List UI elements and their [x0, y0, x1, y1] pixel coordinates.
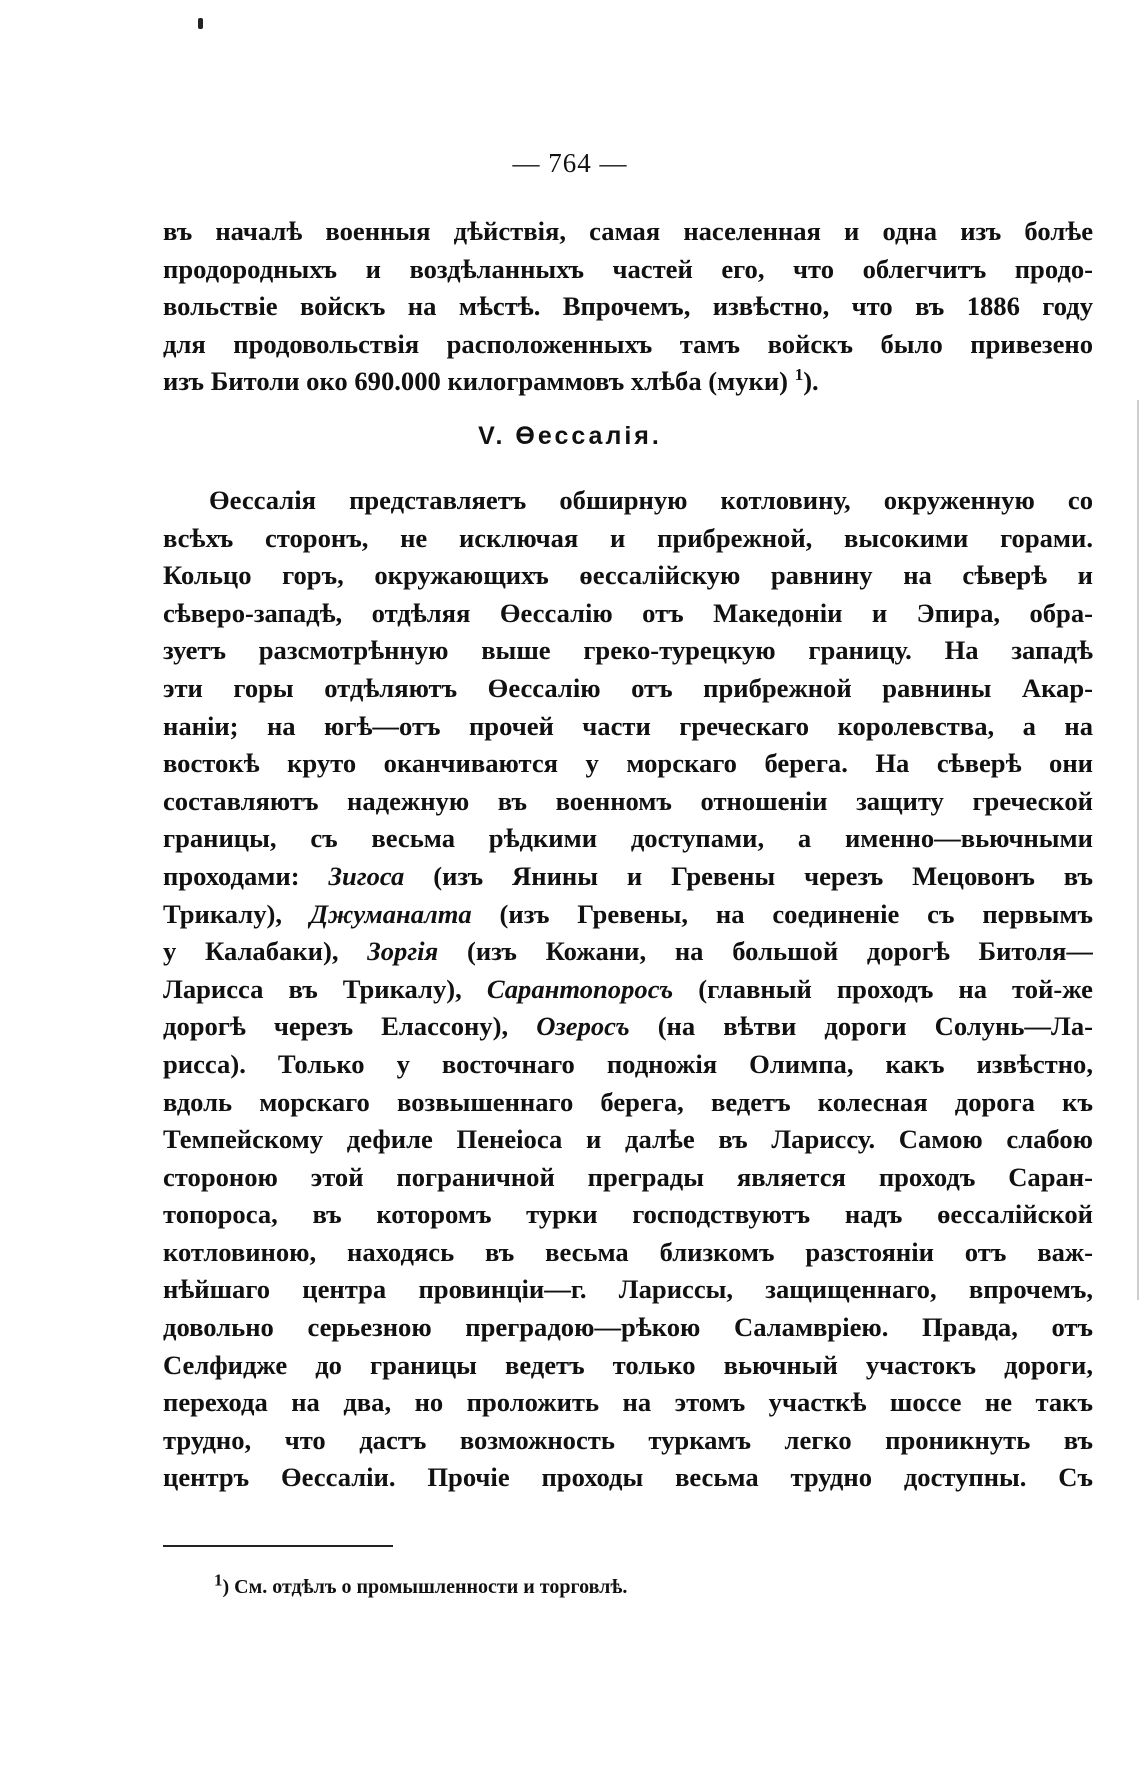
text-line: [163, 896, 1093, 934]
pass-name: Зигоса: [328, 860, 405, 891]
text-line: границы, съ весьма рѣдкими доступами, а именно—вьючными: [163, 823, 1093, 854]
text-line: зуетъ разсмотрѣнную выше греко-турецкую границу. На западѣ: [163, 635, 1093, 666]
text-fragment: ).: [803, 366, 819, 397]
text-line: стороною этой пограничной преграды является проходъ Саран-: [163, 1161, 1093, 1192]
text-fragment: (изъ Янины и Гревены черезъ Мецовонъ въ: [404, 860, 1093, 891]
text-fragment: Ларисса въ Трикалу),: [163, 973, 487, 1004]
text-line: Өессалія представляетъ обширную котловину, окруженную со: [209, 485, 1093, 515]
pass-name: Озеросъ: [536, 1011, 630, 1042]
text-line: рисса). Только у восточнаго подножія Олимпа, какъ извѣстно,: [163, 1048, 1093, 1079]
pass-name: Зоргія: [367, 936, 439, 967]
text-line: для продовольствія расположенныхъ тамъ войскъ было привезено: [163, 328, 1093, 359]
text-line: [163, 1008, 1093, 1046]
text-line: вольствіе войскъ на мѣстѣ. Впрочемъ, извѣстно, что въ 1886 году: [163, 291, 1093, 322]
text-line: въ началѣ военныя дѣйствія, самая населенная и одна изъ болѣе: [163, 216, 1093, 246]
text-line: топороса, въ которомъ турки господствуютъ надъ өессалійской: [163, 1199, 1093, 1230]
pass-name: Сарантопоросъ: [486, 973, 674, 1004]
text-line: всѣхъ сторонъ, не исключая и прибрежной, высокими горами.: [163, 522, 1093, 553]
text-line: эти горы отдѣляютъ Өессалію отъ прибрежной равнины Акар-: [163, 672, 1093, 703]
text-fragment: дорогѣ черезъ Елассону),: [163, 1011, 537, 1042]
text-fragment: (изъ Гревены, на соединеніе съ первымъ: [471, 898, 1093, 929]
text-line: центръ Өессаліи. Прочіе проходы весьма трудно доступны. Съ: [163, 1462, 1093, 1493]
pass-name: Джуманалта: [309, 898, 472, 929]
footnote-reference: 1: [794, 365, 804, 385]
text-line: [163, 363, 1093, 401]
text-line: вдоль морскаго возвышеннаго берега, ведетъ колесная дорога къ: [163, 1086, 1093, 1117]
text-line: составляютъ надежную въ военномъ отношеніи защиту греческой: [163, 785, 1093, 816]
footnote-text: ) См. отдѣлъ о промышленности и торговлѣ.: [222, 1576, 628, 1598]
text-line: трудно, что дастъ возможность туркамъ легко проникнуть въ: [163, 1424, 1093, 1455]
text-line: сѣверо-западѣ, отдѣляя Өессалію отъ Македоніи и Эпира, обра-: [163, 597, 1093, 628]
text-fragment: у Калабаки),: [163, 936, 368, 967]
text-line: Кольцо горъ, окружающихъ өессалійскую равнину на сѣверѣ и: [163, 560, 1093, 591]
text-line: нѣйшаго центра провинціи—г. Лариссы, защищеннаго, впрочемъ,: [163, 1274, 1093, 1305]
footnote-marker: 1: [214, 1570, 223, 1590]
page-number: — 764 —: [512, 148, 628, 178]
text-fragment: (на вѣтви дороги Солунь—Ла-: [629, 1011, 1093, 1042]
text-line: [163, 971, 1093, 1009]
top-paragraph: [163, 213, 1093, 401]
page-edge-shadow: [1137, 400, 1139, 1300]
text-line: котловиною, находясь въ весьма близкомъ разстояніи отъ важ-: [163, 1236, 1093, 1267]
text-fragment: (главный проходъ на той-же: [673, 973, 1093, 1004]
ink-speck: [198, 18, 203, 29]
footnote-divider: [163, 1545, 393, 1547]
text-fragment: изъ Битоли око 690.000 килограммовъ хлѣба (муки): [163, 366, 795, 397]
text-fragment: проходами:: [163, 860, 329, 891]
section-heading: V. Өессалія.: [478, 422, 662, 450]
text-fragment: (изъ Кожани, на большой дорогѣ Битоля—: [438, 936, 1093, 967]
text-line: востокѣ круто оканчиваются у морскаго берега. На сѣверѣ они: [163, 748, 1093, 779]
text-line: продородныхъ и воздѣланныхъ частей его, что облегчитъ продо-: [163, 253, 1093, 284]
text-line: [163, 858, 1093, 896]
text-line: перехода на два, но проложить на этомъ участкѣ шоссе не такъ: [163, 1387, 1093, 1418]
text-fragment: Трикалу),: [163, 898, 310, 929]
text-line: Селфидже до границы ведетъ только вьючный участокъ дороги,: [163, 1349, 1093, 1380]
footnote: [214, 1570, 628, 1599]
text-line: Темпейскому дефиле Пенеіоса и далѣе въ Лариссу. Самою слабою: [163, 1124, 1093, 1155]
text-line: довольно серьезною преградою—рѣкою Саламвріею. Правда, отъ: [163, 1312, 1093, 1343]
main-paragraph: [163, 482, 1093, 1497]
text-line: наніи; на югѣ—отъ прочей части греческаго королевства, а на: [163, 710, 1093, 741]
text-line: [163, 933, 1093, 971]
